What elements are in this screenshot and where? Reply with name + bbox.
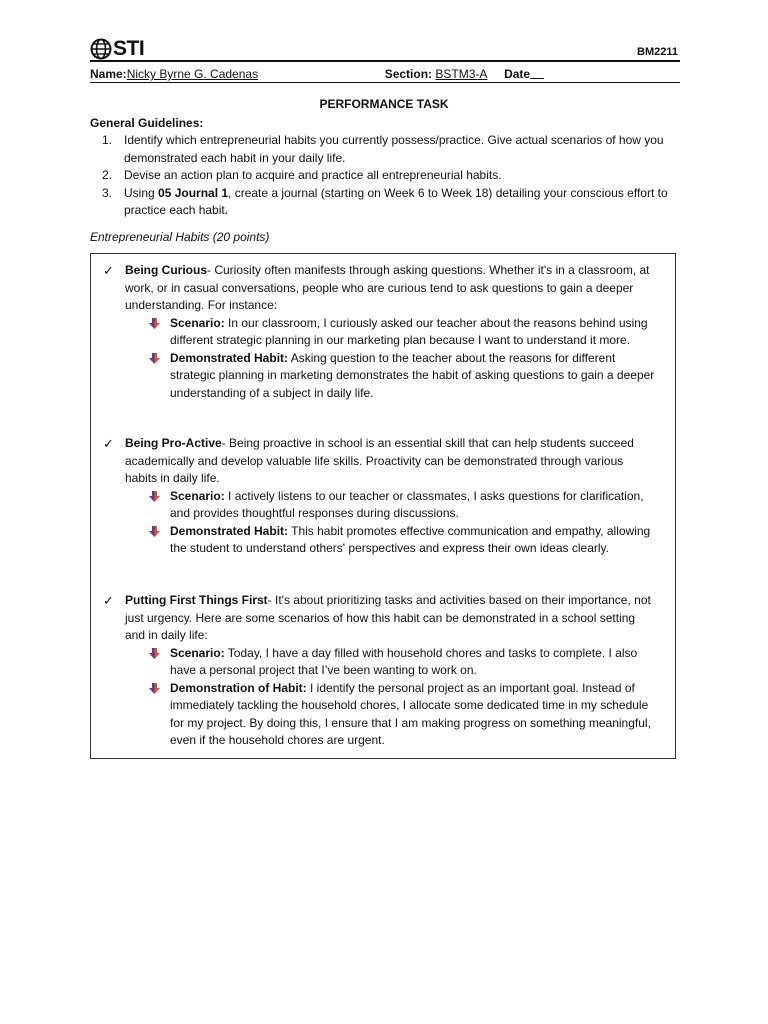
habit-item	[103, 262, 655, 402]
habit-point	[125, 315, 655, 350]
journal-reference: 05 Journal 1	[158, 185, 229, 200]
globe-icon	[90, 38, 112, 60]
guideline-number: 3.	[102, 185, 113, 200]
section-value: BSTM3-A	[435, 67, 488, 81]
habit-points	[125, 645, 655, 750]
habit-title: Being Pro-Active	[125, 436, 222, 450]
habit-description	[125, 262, 655, 315]
name-label: Name:	[90, 67, 127, 81]
guideline-text-pre: Using	[124, 185, 159, 200]
guidelines-list	[90, 132, 682, 220]
point-label: Scenario:	[170, 315, 225, 330]
point-label: Scenario:	[170, 488, 225, 503]
checkmark-icon: ✓	[103, 593, 114, 608]
habit-item	[103, 592, 655, 750]
arrow-bullet-icon	[149, 353, 160, 364]
checkmark-icon: ✓	[103, 263, 114, 278]
habit-text: - Being proactive in school is an essential skill that can help students succeed academically and develop valuable life skills. Proactivity can be demonstrated through various habits in daily life.	[125, 436, 634, 485]
habit-text: - Curiosity often manifests through asking questions. Whether it's in a classroom, at work, or in casual conversations, people who are curious tend to ask questions to gain a deeper understanding. For instance:	[125, 263, 650, 312]
logo-text: STI	[113, 37, 145, 60]
checkmark-icon: ✓	[103, 436, 114, 451]
habit-points	[125, 488, 655, 558]
page-title: PERFORMANCE TASK	[319, 97, 449, 111]
section-label: Section:	[384, 67, 433, 81]
point-text: I identify the personal project as an important goal. Instead of immediately tackling the household chores, I allocate some dedicated time in my schedule for my project. By doing this, I ensure that I am making progress on something meaningful, even if the household chores are urgent.	[170, 680, 651, 747]
guidelines-heading: General Guidelines:	[90, 116, 204, 130]
habits-box	[90, 253, 676, 759]
info-rule	[90, 82, 680, 83]
guideline-number: 2.	[102, 168, 113, 182]
arrow-bullet-icon	[149, 491, 160, 502]
guideline-number: 1.	[102, 133, 113, 147]
point-label: Demonstrated Habit:	[170, 523, 289, 538]
habit-point	[125, 645, 655, 680]
student-info-row	[90, 67, 680, 82]
point-label: Demonstrated Habit:	[170, 350, 289, 365]
date-blank	[530, 67, 544, 79]
point-text: Asking question to the teacher about the reasons for different strategic planning in marketing demonstrates the habit of asking questions to gain a deeper understanding of a subject in daily life.	[170, 350, 655, 400]
habit-points	[125, 315, 655, 403]
habit-description	[125, 435, 655, 488]
arrow-bullet-icon	[149, 648, 160, 659]
arrow-bullet-icon	[149, 526, 160, 537]
point-text: I actively listens to our teacher or classmates, I asks questions for clarification, and provides thoughtful responses during discussions.	[170, 488, 644, 520]
habit-description	[125, 592, 655, 645]
habit-item	[103, 435, 655, 558]
document-code: BM2211	[637, 46, 678, 58]
arrow-bullet-icon	[149, 318, 160, 329]
guideline-item	[90, 185, 682, 220]
point-text: In our classroom, I curiously asked our teacher about the reasons behind using different strategic planning in our marketing plan because I want to understand it more.	[170, 315, 648, 347]
guideline-item	[90, 132, 682, 167]
habit-title: Being Curious	[125, 263, 208, 277]
arrow-bullet-icon	[149, 683, 160, 694]
habit-title: Putting First Things First	[125, 593, 268, 607]
point-text: Today, I have a day filled with household chores and tasks to complete. I also have a personal project that I’ve been wanting to work on.	[170, 645, 638, 677]
point-label: Scenario:	[170, 645, 225, 660]
point-text: This habit promotes effective communication and empathy, allowing the student to understand others' perspectives and express their own ideas clearly.	[170, 523, 651, 555]
header-rule	[90, 60, 680, 62]
habit-point	[125, 488, 655, 523]
habit-point	[125, 350, 655, 403]
habit-text: - It's about prioritizing tasks and activities based on their importance, not just urgency. Here are some scenarios of how this habit can be demonstrated in a school setting and in daily life:	[125, 593, 651, 642]
guideline-text: Identify which entrepreneurial habits you currently possess/practice. Give actual scenarios of how you demonstrated each habit in your daily life.	[124, 133, 664, 165]
guideline-text: Devise an action plan to acquire and practice all entrepreneurial habits.	[124, 168, 502, 182]
point-label: Demonstration of Habit:	[170, 680, 307, 695]
habit-point	[125, 680, 655, 750]
guideline-item	[90, 167, 682, 185]
name-value: Nicky Byrne G. Cadenas	[126, 67, 259, 81]
guideline-text-post: , create a journal (starting on Week 6 to Week 18) detailing your conscious effort to practice each habit.	[124, 185, 668, 217]
habit-point	[125, 523, 655, 558]
date-label: Date	[504, 67, 531, 81]
sti-logo	[90, 38, 144, 60]
habits-heading: Entrepreneurial Habits (20 points)	[90, 230, 270, 244]
